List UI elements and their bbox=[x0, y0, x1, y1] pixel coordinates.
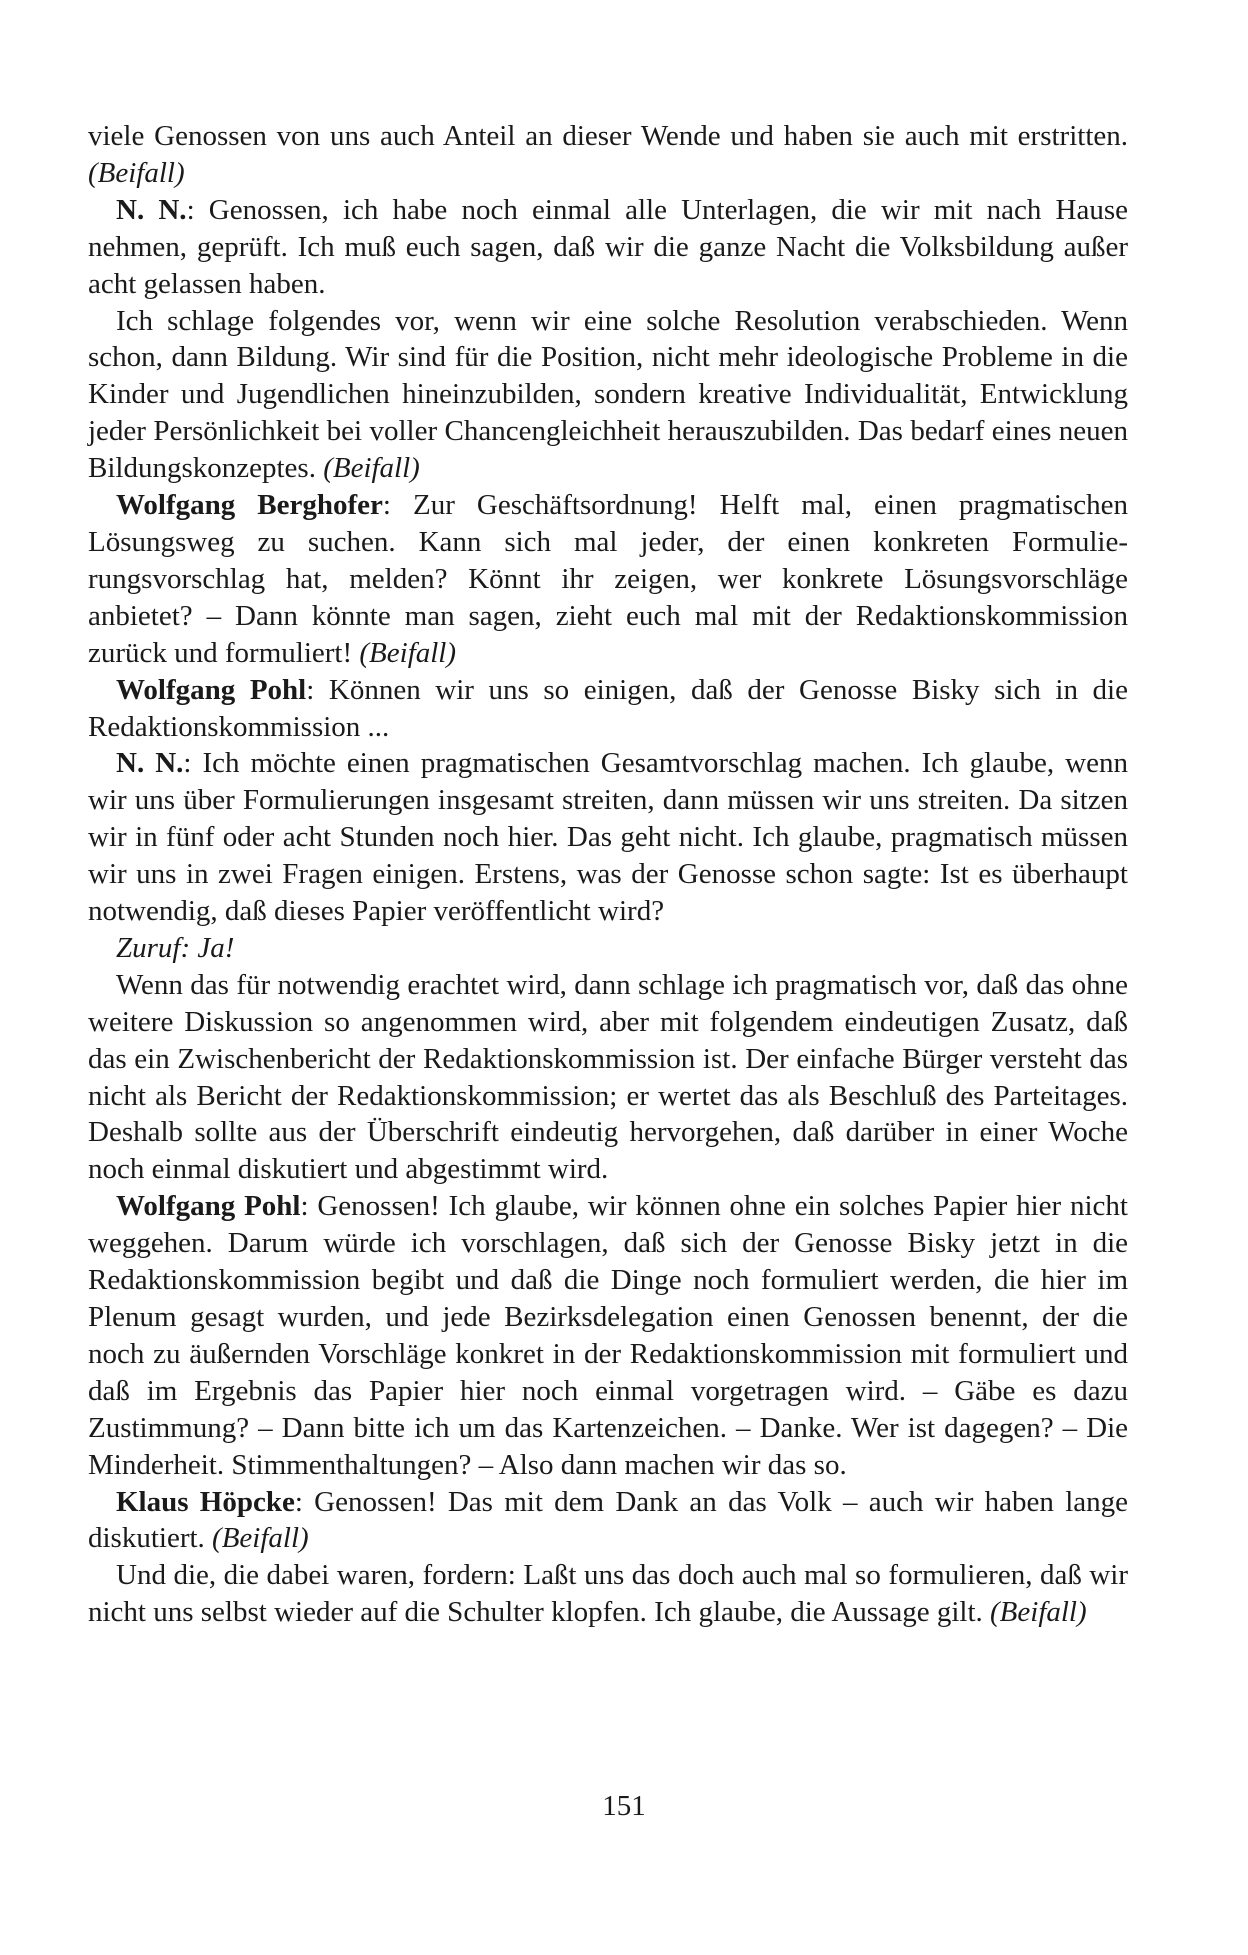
paragraph-text: : Genossen! Das mit dem Dank an das Volk – auch wir haben lange diskutiert. bbox=[88, 1485, 1128, 1555]
interjection: Zuruf: Ja! bbox=[116, 931, 235, 964]
paragraph-text: : Genossen! Ich glaube, wir können ohne ein solches Papier hier nicht weggehen. Darum würde ich vorschlagen, daß sich der Genosse Bisky jetzt in die Redaktionskommission begibt und daß die Dinge noch formuliert werden, die hier im Plenum gesagt wurden, und jede Bezirksdelegation einen Genossen benennt, der die noch zu äußernden Vorschläge konkret in der Redaktionskommission mit formuliert und daß im Ergebnis das Papier hier noch einmal vorgetragen wird. – Gäbe es dazu Zustimmung? – Dann bitte ich um das Kartenzeichen. – Danke. Wer ist dagegen? – Die Minderheit. Stimmenthaltungen? – Also dann machen wir das so. bbox=[88, 1190, 1128, 1481]
paragraph bbox=[88, 967, 1128, 1188]
speaker-name: Wolfgang Pohl bbox=[116, 673, 307, 706]
stage-direction: (Beifall) bbox=[212, 1522, 309, 1555]
stage-direction: (Beifall) bbox=[323, 452, 420, 485]
paragraph-text: : Zur Geschäftsordnung! Helft mal, einen pragmatischen Lösungsweg zu suchen. Kann sich mal jeder, der einen konkreten Formulierungsvorschlag hat, melden? Könnt ihr zeigen, wer konkrete Lösungsvorschläge anbietet? – Dann könnte man sagen, zieht euch mal mit der Redaktionskommission zurück und formuliert! bbox=[88, 489, 1128, 669]
paragraph bbox=[88, 930, 1128, 967]
speaker-name: Klaus Höpcke bbox=[116, 1485, 295, 1518]
paragraph bbox=[88, 672, 1128, 746]
paragraph-text: : Ich möchte einen pragmatischen Gesamtvorschlag machen. Ich glaube, wenn wir uns über Formulierungen insgesamt streiten, dann müssen wir uns streiten. Da sitzen wir in fünf oder acht Stunden noch hier. Das geht nicht. Ich glaube, pragmatisch müssen wir uns in zwei Fragen einigen. Erstens, was der Genosse schon sagte: Ist es überhaupt notwendig, daß dieses Papier veröffentlicht wird? bbox=[88, 747, 1128, 928]
paragraph bbox=[88, 1188, 1128, 1483]
paragraph-text: : Genossen, ich habe noch einmal alle Unterlagen, die wir mit nach Hause nehmen, geprüft. Ich muß euch sagen, daß wir die ganze Nacht die Volksbildung außer acht gelassen haben. bbox=[88, 193, 1128, 300]
page-number: 151 bbox=[602, 1790, 646, 1822]
paragraph bbox=[88, 745, 1128, 930]
paragraph bbox=[88, 303, 1128, 488]
speaker-name: Wolfgang Berghofer bbox=[116, 489, 383, 522]
speaker-name: Wolfgang Pohl bbox=[116, 1190, 301, 1223]
paragraph bbox=[88, 118, 1128, 192]
speaker-name: N. N. bbox=[116, 193, 187, 226]
paragraph bbox=[88, 1557, 1128, 1631]
speaker-name: N. N. bbox=[116, 747, 184, 780]
stage-direction: (Beifall) bbox=[359, 636, 457, 669]
paragraph bbox=[88, 487, 1128, 672]
stage-direction: (Beifall) bbox=[990, 1596, 1087, 1629]
paragraph-text: : Können wir uns so einigen, daß der Genosse Bisky sich in die Redaktionskommission ... bbox=[88, 673, 1128, 743]
paragraph-text: viele Genossen von uns auch Anteil an dieser Wende und haben sie auch mit erstritten. bbox=[88, 120, 1128, 152]
paragraph-text: Ich schlage folgendes vor, wenn wir eine solche Resolution verabschieden. Wenn schon, dann Bildung. Wir sind für die Position, nicht mehr ideologische Probleme in die Kinder und Jugendlichen hineinzubilden, sondern kreative Individualität, Entwicklung jeder Persönlichkeit bei voller Chancengleichheit herauszubilden. Das bedarf eines neuen Bildungskonzeptes. bbox=[88, 304, 1128, 485]
paragraph-text: Und die, die dabei waren, fordern: Laßt uns das doch auch mal so formulieren, daß wir nicht uns selbst wieder auf die Schulter klopfen. Ich glaube, die Aussage gilt. bbox=[88, 1559, 1128, 1629]
paragraph bbox=[88, 1484, 1128, 1558]
stage-direction: (Beifall) bbox=[88, 156, 185, 189]
page-body bbox=[88, 118, 1128, 1631]
paragraph bbox=[88, 192, 1128, 303]
paragraph-text: Wenn das für notwendig erachtet wird, dann schlage ich pragmatisch vor, daß das ohne weitere Diskussion so angenommen wird, aber mit folgendem eindeutigen Zusatz, daß das ein Zwischenbericht der Redaktionskommission ist. Der einfache Bürger versteht das nicht als Bericht der Redaktionskommission; er wertet das als Beschluß des Parteitages. Deshalb sollte aus der Überschrift eindeutig hervorgehen, daß darüber in einer Woche noch einmal diskutiert und abgestimmt wird. bbox=[88, 968, 1128, 1186]
